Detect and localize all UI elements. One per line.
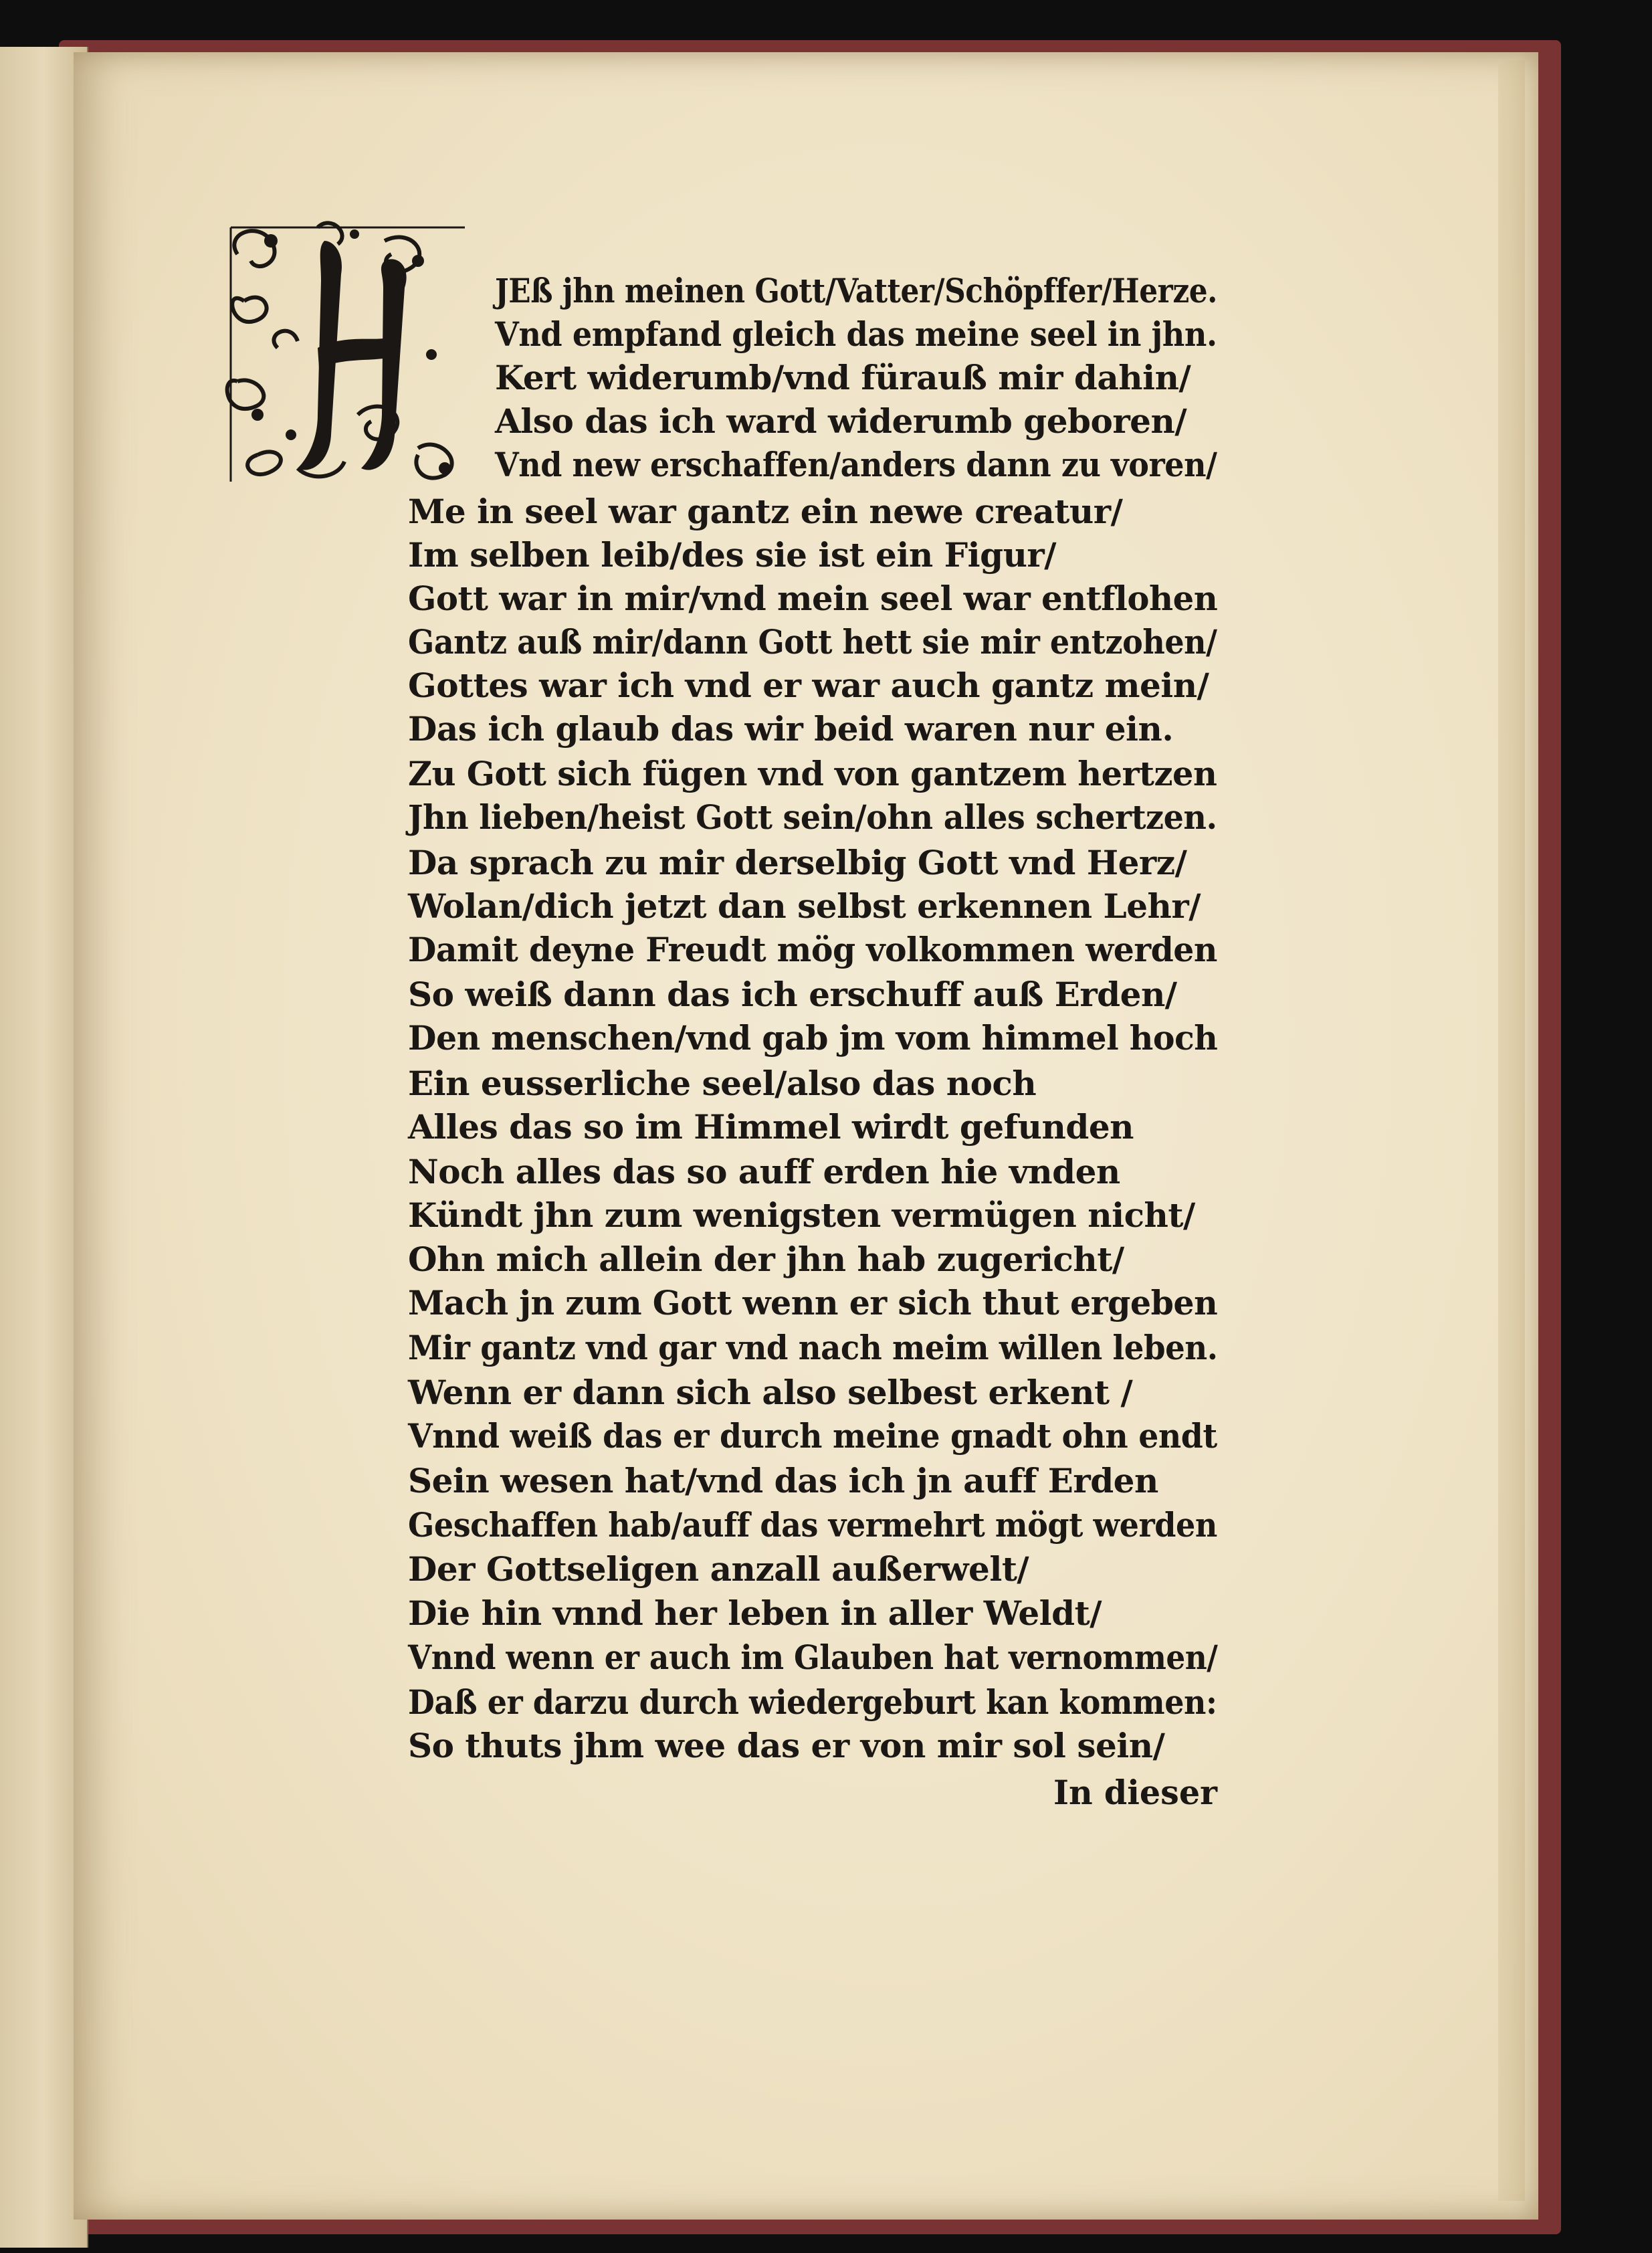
verse-line: Kert widerumb/vnd fürauß mir dahin/ bbox=[495, 358, 1191, 397]
decorated-initial-ornament bbox=[217, 214, 478, 488]
page-fore-edge bbox=[1498, 60, 1525, 2201]
verse-line: Der Gottseligen anzall außerwelt/ bbox=[408, 1549, 1029, 1589]
verse-line: Vnnd weiß das er durch meine gnadt ohn endt bbox=[408, 1416, 1217, 1456]
verse-line: Im selben leib/des sie ist ein Figur/ bbox=[408, 535, 1057, 575]
verse-line: JEß jhn meinen Gott/Vatter/Schöpffer/Herze. bbox=[495, 271, 1217, 310]
catchword: In dieser bbox=[1053, 1773, 1217, 1812]
verse-line: Gantz auß mir/dann Gott hett sie mir entzohen/ bbox=[408, 622, 1217, 662]
verse-line: Daß er darzu durch wiedergeburt kan kommen: bbox=[408, 1682, 1217, 1722]
verse-line: Damit deyne Freudt mög volkommen werden bbox=[408, 930, 1217, 969]
verse-line: Gottes war ich vnd er war auch gantz mein/ bbox=[408, 666, 1209, 705]
verse-line: Ohn mich allein der jhn hab zugericht/ bbox=[408, 1240, 1124, 1279]
verse-line: Mach jn zum Gott wenn er sich thut ergeben bbox=[408, 1283, 1218, 1323]
verse-line: Jhn lieben/heist Gott sein/ohn alles schertzen. bbox=[408, 797, 1217, 837]
verse-line: Wenn er dann sich also selbest erkent / bbox=[408, 1373, 1133, 1412]
verse-line: Geschaffen hab/auff das vermehrt mögt werden bbox=[408, 1505, 1217, 1545]
verse-line: Alles das so im Himmel wirdt gefunden bbox=[408, 1107, 1134, 1147]
verse-line: Mir gantz vnd gar vnd nach meim willen leben. bbox=[408, 1328, 1218, 1367]
verse-line: Also das ich ward widerumb geboren/ bbox=[495, 401, 1187, 441]
verse-line: Da sprach zu mir derselbig Gott vnd Herz/ bbox=[408, 843, 1187, 882]
verse-line: Die hin vnnd her leben in aller Weldt/ bbox=[408, 1593, 1102, 1633]
verse-line: So thuts jhm wee das er von mir sol sein/ bbox=[408, 1726, 1165, 1765]
verse-line: Vnd empfand gleich das meine seel in jhn. bbox=[495, 314, 1217, 354]
verse-line: Sein wesen hat/vnd das ich jn auff Erden bbox=[408, 1461, 1158, 1500]
verse-line: Me in seel war gantz ein newe creatur/ bbox=[408, 492, 1123, 531]
verse-line: Wolan/dich jetzt dan selbst erkennen Lehr/ bbox=[408, 886, 1201, 926]
verse-line: So weiß dann das ich erschuff auß Erden/ bbox=[408, 975, 1177, 1014]
verse-line: Vnnd wenn er auch im Glauben hat vernommen/ bbox=[408, 1638, 1218, 1677]
verse-line: Vnd new erschaffen/anders dann zu voren/ bbox=[495, 445, 1217, 484]
verse-line: Den menschen/vnd gab jm vom himmel hoch bbox=[408, 1018, 1218, 1058]
verse-line: Zu Gott sich fügen vnd von gantzem hertzen bbox=[408, 754, 1217, 793]
verse-line: Kündt jhn zum wenigsten vermügen nicht/ bbox=[408, 1195, 1195, 1235]
verse-line: Das ich glaub das wir beid waren nur ein. bbox=[408, 709, 1174, 749]
verse-line: Gott war in mir/vnd mein seel war entflohen bbox=[408, 579, 1218, 618]
verse-line: Ein eusserliche seel/also das noch bbox=[408, 1064, 1037, 1103]
verse-line: Noch alles das so auff erden hie vnden bbox=[408, 1152, 1120, 1191]
